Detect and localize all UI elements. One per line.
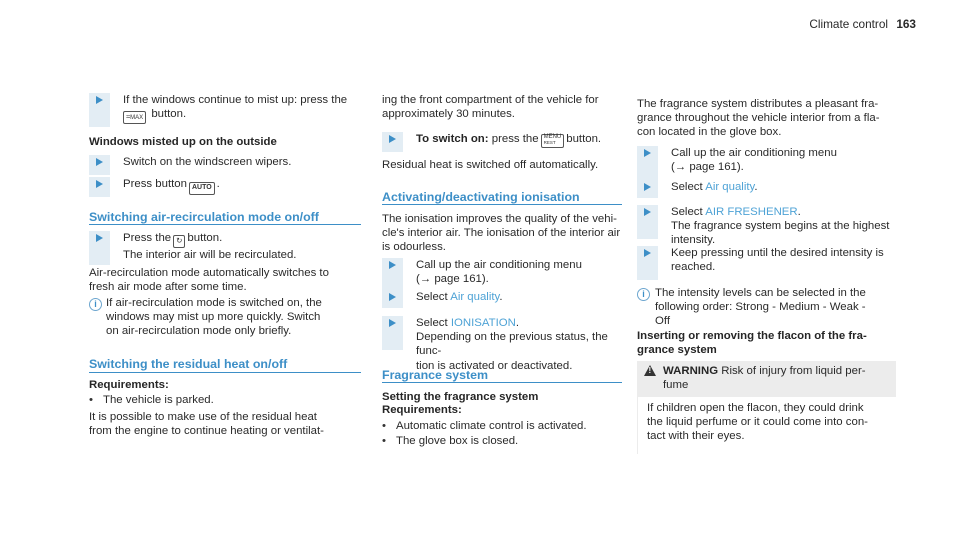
step-text-line: Call up the air conditioning menu (416, 259, 582, 271)
step-text: button. (187, 232, 223, 244)
step-text: button. (566, 133, 602, 145)
step-text-line: If the windows continue to mist up: press the (123, 94, 348, 106)
step-select-air-quality-fragrance: Select Air quality. (637, 180, 892, 198)
warning-text: Risk of injury from liquid per- (721, 365, 866, 377)
step-arrow-icon (637, 146, 658, 180)
paragraph-line: con located in the glove box. (637, 126, 782, 139)
menu-rest-button-icon (541, 134, 565, 148)
menu-item-air-quality: Air quality (705, 181, 755, 193)
info-note-icon: i (89, 298, 102, 311)
section-title-ionisation: Activating/deactivating ionisation (382, 190, 580, 204)
page-number: 163 (896, 17, 916, 31)
running-header (780, 17, 916, 31)
step-arrow-icon (89, 231, 110, 265)
menu-item-air-freshener: AIR FRESHENER (705, 206, 798, 218)
step-call-menu (382, 258, 622, 292)
defrost-max-icon: ≈MAX (123, 111, 146, 124)
step-text-line: The interior air will be recirculated. (123, 249, 297, 261)
step-recirc (89, 231, 359, 265)
section-title-fragrance: Fragrance system (382, 368, 489, 382)
step-arrow-icon (637, 205, 658, 239)
note-line: on air-recirculation mode only briefly. (106, 325, 292, 338)
menu-item-air-quality: Air quality (450, 291, 500, 303)
step-arrow-icon (382, 290, 403, 308)
note-line: The intensity levels can be selected in the (655, 287, 866, 299)
recirc-note (106, 296, 366, 339)
paragraph-line: Air-recirculation mode automatically switches to (89, 267, 329, 279)
fragrance-subheading: Setting the fragrance system (382, 391, 539, 403)
step-text: press the (491, 133, 539, 145)
paragraph-line: grance throughout the vehicle interior from a fla- (637, 112, 880, 125)
step-text-line: The fragrance system begins at the highest (671, 220, 890, 233)
step-select-ionisation: Select IONISATION. Depending on the previous status, the func- tion is activated or deactivated. (382, 316, 622, 350)
paragraph-line: approximately 30 minutes. (382, 108, 515, 121)
step-arrow-icon (89, 155, 110, 175)
warning-body (647, 401, 895, 444)
step-text: Press the (123, 232, 172, 244)
paragraph-line: cle's interior air. The ionisation of the interior air (382, 227, 621, 240)
step-text: Press button (123, 178, 187, 190)
switch-on-label: To switch on: (416, 133, 489, 145)
step-text-line: Keep pressing until the desired intensity is (671, 247, 884, 259)
residual-continued (382, 93, 632, 121)
note-line: following order: Strong - Medium - Weak - (655, 301, 866, 314)
section-rule (382, 204, 622, 205)
step-text-line: Call up the air conditioning menu (671, 147, 837, 159)
step-text: Select (416, 317, 448, 329)
section-rule (382, 382, 622, 383)
paragraph-line: It is possible to make use of the residual heat (89, 411, 317, 423)
requirements-label: Requirements: (89, 379, 169, 391)
step-arrow-icon (89, 177, 110, 197)
page-reference: (→ page 161). (416, 273, 489, 286)
section-title-recirculation: Switching air-recirculation mode on/off (89, 210, 319, 224)
fragrance-paragraph (637, 97, 902, 140)
step-text-line: reached. (671, 261, 716, 274)
requirement-item: • The glove box is closed. (396, 434, 518, 448)
max-label: MAX (130, 115, 144, 122)
paragraph-line: from the engine to continue heating or ventilat- (89, 425, 324, 438)
step-text-line: Depending on the previous status, the func- (416, 331, 608, 358)
ionisation-paragraph (382, 212, 632, 255)
step-text: Switch on the windscreen wipers. (123, 156, 292, 168)
warning-box (637, 361, 896, 454)
page-reference: (→ page 161). (671, 161, 744, 174)
warning-title (663, 364, 893, 392)
warning-body-line: tact with their eyes. (647, 430, 745, 443)
warning-body-line: the liquid perfume or it could come into con- (647, 416, 868, 429)
info-note-icon: i (637, 288, 650, 301)
step-text-line: tion is activated or deactivated. (416, 359, 573, 372)
auto-button-icon: AUTO (189, 182, 215, 195)
paragraph-line: The ionisation improves the quality of the vehi- (382, 213, 617, 225)
step-text: Select (671, 181, 703, 193)
note-line: If air-recirculation mode is switched on, the (106, 297, 322, 309)
step-arrow-icon (89, 93, 110, 127)
warning-body-line: If children open the flacon, they could drink (647, 402, 864, 414)
paragraph-line: fresh air mode after some time. (89, 281, 247, 294)
step-keep-pressing (637, 246, 892, 280)
warning-text: fume (663, 379, 689, 392)
warning-exclamation-icon: ! (648, 366, 652, 375)
menu-item-ionisation: IONISATION (450, 317, 516, 329)
heading-line: grance system (637, 344, 717, 357)
warning-border (637, 397, 638, 454)
step-switch-on (382, 132, 622, 152)
step-select-air-quality: Select Air quality. (382, 290, 622, 308)
step-arrow-icon (382, 258, 403, 292)
step-arrow-icon (382, 132, 403, 152)
paragraph-line: is odourless. (382, 241, 446, 254)
paragraph-line: The fragrance system distributes a pleasant fra- (637, 98, 879, 110)
intensity-note (655, 286, 905, 329)
warning-label: WARNING (663, 365, 719, 377)
heading-outside: Windows misted up on the outside (89, 136, 277, 148)
step-arrow-icon (637, 246, 658, 280)
step-text: Select (671, 206, 703, 218)
residual-paragraph (89, 410, 364, 438)
step-call-menu-fragrance (637, 146, 892, 180)
menu-icon-bottom-label: REST (543, 140, 556, 145)
warning-header (637, 361, 896, 397)
step-auto: Press button AUTO . (89, 177, 359, 197)
step-select-air-freshener: Select AIR FRESHENER. The fragrance system begins at the highest intensity. (637, 205, 892, 239)
section-rule (89, 224, 361, 225)
requirement-item: • Automatic climate control is activated. (396, 419, 587, 433)
paragraph-line: ing the front compartment of the vehicle for (382, 94, 599, 106)
residual-off-text: Residual heat is switched off automatically. (382, 159, 599, 171)
recirc-paragraph (89, 266, 364, 294)
step-text: Select (416, 291, 448, 303)
requirement-item: • The vehicle is parked. (103, 393, 214, 407)
heading-line: Inserting or removing the flacon of the fra- (637, 330, 867, 342)
recirculation-car-icon: ↻ (173, 235, 185, 248)
fragrance-requirements-label: Requirements: (382, 404, 462, 416)
note-line: windows may mist up more quickly. Switch (106, 311, 321, 324)
menu-icon-top-label: MENU (543, 133, 562, 140)
step-arrow-icon (382, 316, 403, 350)
step-arrow-icon (637, 180, 658, 198)
step-mist-up (89, 93, 359, 127)
header-section: Climate control (809, 17, 889, 31)
step-wipers (89, 155, 359, 175)
section-rule (89, 372, 361, 373)
section-title-residual-heat: Switching the residual heat on/off (89, 357, 288, 371)
step-text-line: button. (151, 108, 187, 121)
note-line: Off (655, 315, 670, 328)
step-text-line: intensity. (671, 234, 716, 247)
heading-inserting-flacon (637, 329, 902, 357)
